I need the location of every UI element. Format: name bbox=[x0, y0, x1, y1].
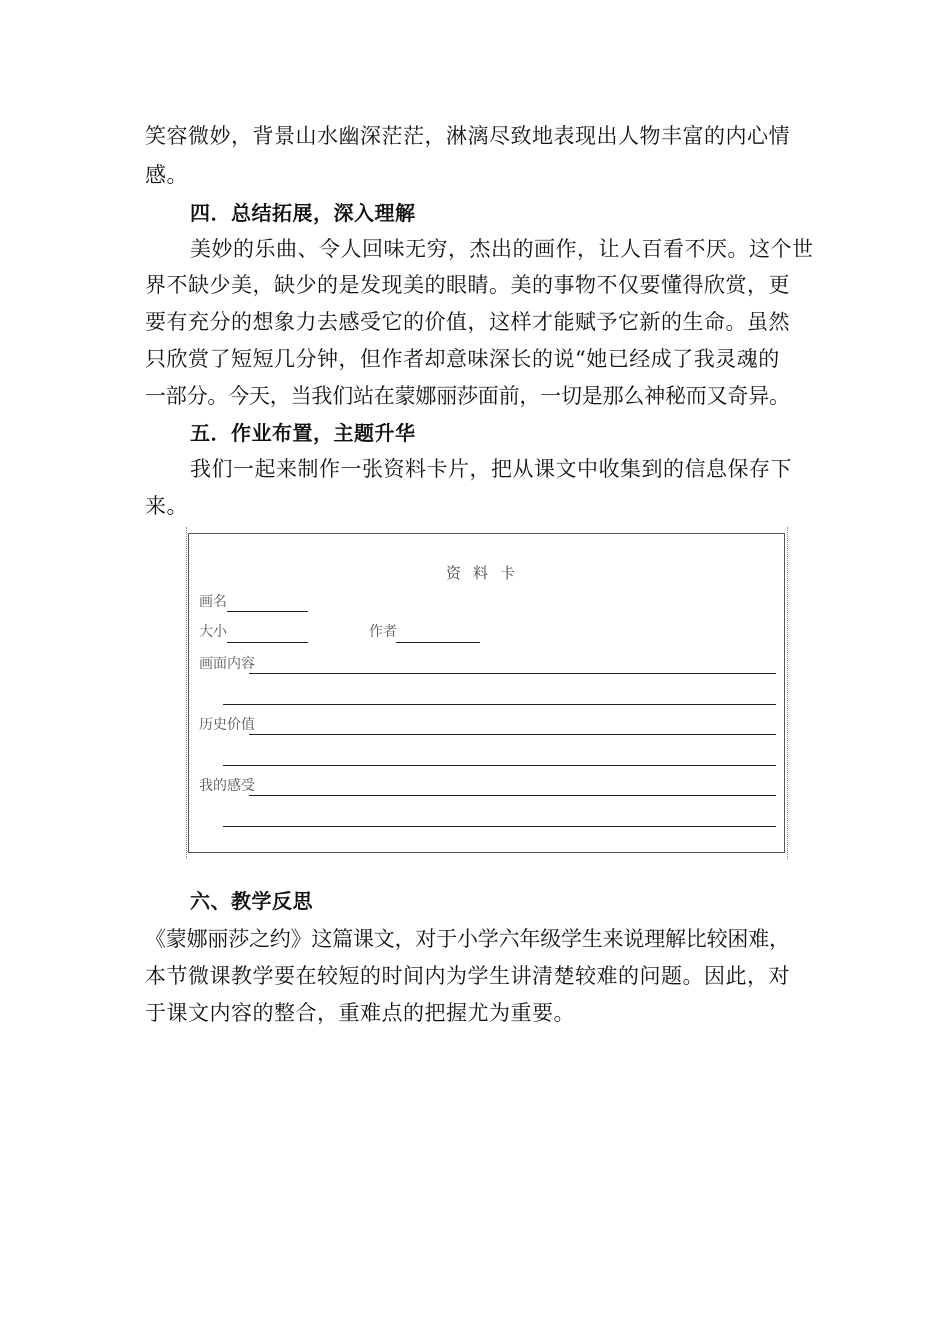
paragraph-line: 《蒙娜丽莎之约》这篇课文，对于小学六年级学生来说理解比较困难， bbox=[145, 927, 790, 951]
paragraph-line: 我们一起来制作一张资料卡片，把从课文中收集到的信息保存下 bbox=[190, 457, 792, 481]
content-label: 画面内容 bbox=[199, 656, 255, 672]
feeling-field-line-2[interactable] bbox=[223, 826, 776, 827]
value-field-line-1[interactable] bbox=[249, 734, 776, 735]
painting-name-label: 画名 bbox=[199, 594, 227, 610]
paragraph-line: 本节微课教学要在较短的时间内为学生讲清楚较难的问题。因此，对 bbox=[145, 964, 790, 988]
paragraph-line: 来。 bbox=[145, 494, 188, 518]
size-field[interactable] bbox=[227, 642, 308, 643]
paragraph-line: 一部分。今天，当我们站在蒙娜丽莎面前，一切是那么神秘而又奇异。 bbox=[145, 384, 790, 408]
paragraph-line: 于课文内容的整合，重难点的把握尤为重要。 bbox=[145, 1001, 575, 1025]
card-title: 资料卡 bbox=[445, 564, 527, 582]
author-field[interactable] bbox=[396, 642, 480, 643]
paragraph-line: 界不缺少美，缺少的是发现美的眼睛。美的事物不仅要懂得欣赏，更 bbox=[145, 273, 790, 297]
card-guide-right bbox=[787, 527, 788, 859]
content-field-line-1[interactable] bbox=[249, 673, 776, 674]
content-field-line-2[interactable] bbox=[223, 704, 776, 705]
section-heading-5: 五．作业布置，主题升华 bbox=[190, 421, 416, 445]
size-label: 大小 bbox=[199, 624, 227, 640]
section-heading-6: 六、教学反思 bbox=[190, 889, 313, 913]
paragraph-line: 笑容微妙，背景山水幽深茫茫，淋漓尽致地表现出人物丰富的内心情 bbox=[145, 124, 790, 148]
author-label: 作者 bbox=[369, 624, 397, 640]
paragraph-line: 要有充分的想象力去感受它的价值，这样才能赋予它新的生命。虽然 bbox=[145, 310, 790, 334]
paragraph-line: 美妙的乐曲、令人回味无穷，杰出的画作，让人百看不厌。这个世 bbox=[190, 237, 814, 261]
feeling-label: 我的感受 bbox=[199, 778, 255, 794]
painting-name-field[interactable] bbox=[227, 611, 308, 612]
paragraph-line: 只欣赏了短短几分钟，但作者却意味深长的说“她已经成了我灵魂的 bbox=[145, 347, 780, 371]
card-guide-left bbox=[186, 527, 187, 859]
info-card bbox=[188, 533, 785, 853]
feeling-field-line-1[interactable] bbox=[249, 795, 776, 796]
value-label: 历史价值 bbox=[199, 717, 255, 733]
value-field-line-2[interactable] bbox=[223, 765, 776, 766]
section-heading-4: 四．总结拓展，深入理解 bbox=[190, 201, 416, 225]
paragraph-line: 感。 bbox=[145, 163, 188, 187]
